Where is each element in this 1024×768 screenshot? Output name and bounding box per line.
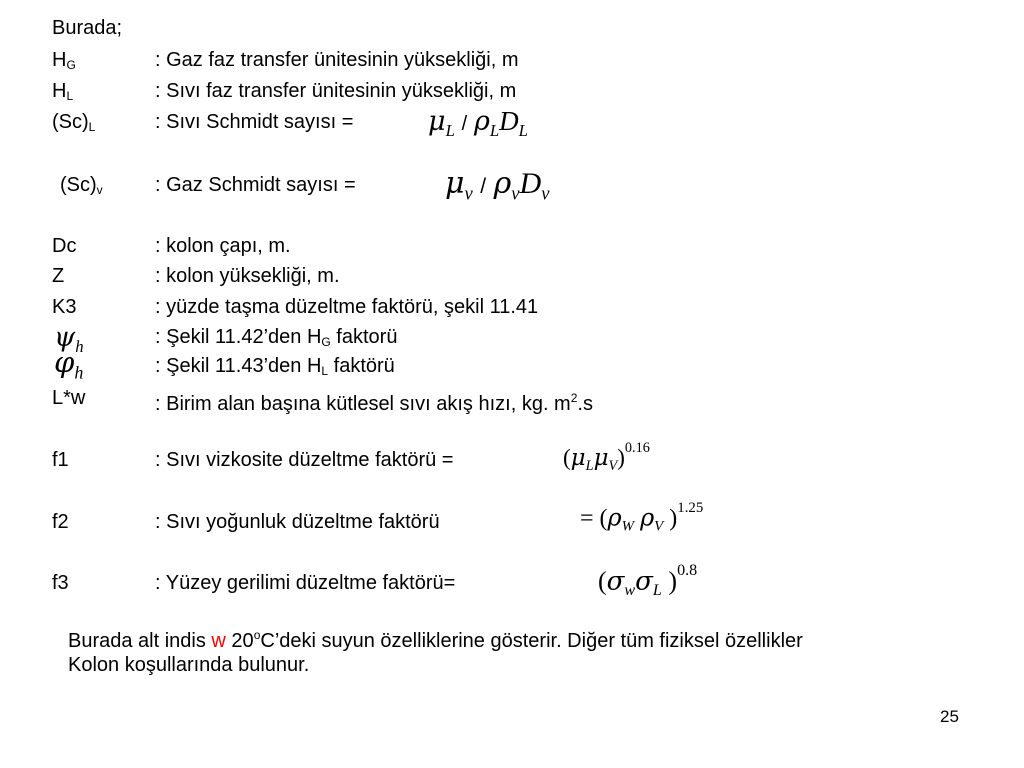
highlight-subscript-w: w	[211, 630, 226, 652]
symbol-hg: $H_G$	[52, 49, 76, 72]
symbol-lw: L*w	[52, 387, 86, 409]
description-dc: : kolon çapı, m.	[155, 235, 291, 257]
symbol-f1: f1	[52, 449, 69, 471]
description-lw: : Birim alan başına kütlesel sıvı akış hızı, kg. $m^2.s$	[155, 391, 593, 415]
symbol-scl: $(Sc)_L$	[52, 111, 96, 134]
description-scv: : Gaz Schmidt sayısı =	[155, 174, 356, 196]
description-f1: : Sıvı vizkosite düzeltme faktörü =	[155, 449, 454, 471]
symbol-scv: $(Sc)_v$	[60, 174, 103, 197]
formula-f2: = ($\rho_W$ $\rho_V$ )$^{1.25}$	[580, 500, 704, 535]
symbol-psi-h: $\psi_h$	[54, 322, 84, 356]
symbol-phi-h: $\varphi_h$	[54, 345, 84, 383]
symbol-hl: $H_L$	[52, 80, 74, 103]
description-scl: : Sıvı Schmidt sayısı =	[155, 111, 354, 133]
note-line-1: Burada alt indis w 20$^o$C’deki suyun özelliklerine gösterir. Diğer tüm fiziksel özellikler	[68, 628, 803, 652]
description-hl: : Sıvı faz transfer ünitesinin yüksekliği, m	[155, 80, 517, 102]
symbol-k3: K3	[52, 296, 77, 318]
intro-label: Burada;	[52, 17, 123, 39]
description-k3: : yüzde taşma düzeltme faktörü, şekil 11.41	[155, 296, 539, 318]
formula-schmidt-gas: $\mu_v / \rho_vD_v$	[445, 166, 550, 205]
formula-schmidt-liquid: $\mu_L / \rho_LD_L$	[428, 106, 528, 140]
description-psi: : Şekil 11.42’den $H_G$ faktorü	[155, 326, 398, 349]
symbol-f3: f3	[52, 572, 69, 594]
description-f2: : Sıvı yoğunluk düzeltme faktörü	[155, 511, 440, 533]
description-z: : kolon yüksekliği, m.	[155, 265, 340, 287]
description-phi: : Şekil 11.43’den $H_L$ faktörü	[155, 355, 395, 378]
symbol-dc: Dc	[52, 235, 77, 257]
intro-text	[52, 16, 122, 40]
symbol-z: Z	[52, 265, 65, 287]
page-number: 25	[940, 707, 959, 726]
symbol-f2: f2	[52, 511, 69, 533]
formula-f1: $(\mu_L\mu_V)^{0.16}$	[563, 440, 650, 474]
description-f3: : Yüzey gerilimi düzeltme faktörü=	[155, 572, 456, 594]
formula-f3: ($\sigma_w\sigma_L$ )$^{0.8}$	[598, 562, 698, 600]
note-line-2: Kolon koşullarında bulunur.	[68, 654, 310, 676]
description-hg: : Gaz faz transfer ünitesinin yüksekliği, m	[155, 49, 519, 71]
